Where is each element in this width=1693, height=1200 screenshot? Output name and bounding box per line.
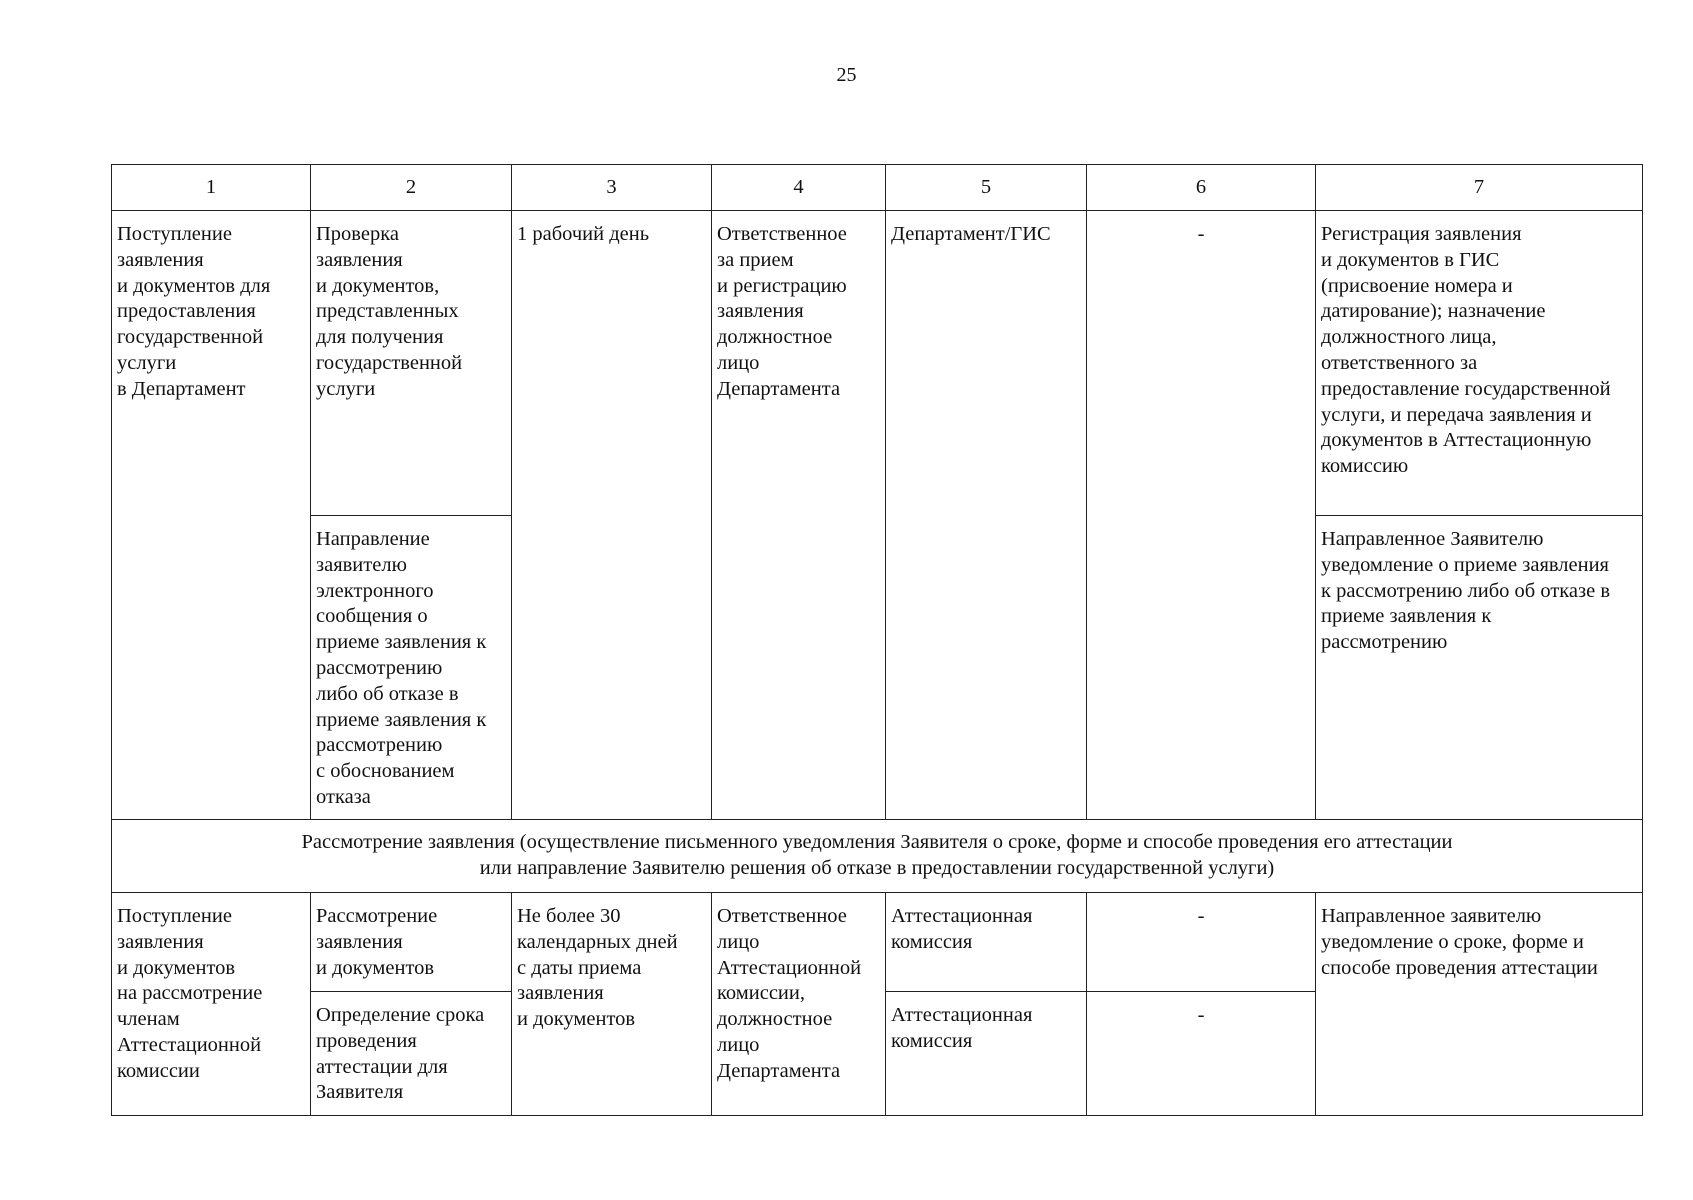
block2-col6-a-cell: - (1087, 893, 1316, 992)
block1-check-cell: Проверка заявления и документов, представленных для получения государственной услуги (311, 211, 512, 516)
header-cell-6: 6 (1087, 165, 1316, 211)
block2-schedule-cell: Определение срока проведения аттестации для Заявителя (311, 992, 512, 1116)
header-cell-7: 7 (1316, 165, 1643, 211)
block2-col6-b-cell: - (1087, 992, 1316, 1116)
table-row (112, 211, 1643, 516)
block1-duration-cell: 1 рабочий день (512, 211, 712, 820)
section-row (112, 820, 1643, 893)
header-cell-3: 3 (512, 165, 712, 211)
block1-place-cell: Департамент/ГИС (886, 211, 1087, 820)
block2-place-a-cell: Аттестационная комиссия (886, 893, 1087, 992)
block2-responsible-cell: Ответственное лицо Аттестационной комиссии, должностное лицо Департамента (712, 893, 886, 1116)
block2-place-b-cell: Аттестационная комиссия (886, 992, 1087, 1116)
page-number: 25 (836, 64, 857, 86)
block2-receipt-cell: Поступление заявления и документов на рассмотрение членам Аттестационной комиссии (112, 893, 311, 1116)
table-row (112, 893, 1643, 992)
block1-notify-cell: Направление заявителю электронного сообщения о приеме заявления к рассмотрению либо об отказе в приеме заявления к рассмотрению с обоснованием отказа (311, 516, 512, 820)
block2-review-cell: Рассмотрение заявления и документов (311, 893, 512, 992)
block1-receipt-cell: Поступление заявления и документов для предоставления государственной услуги в Департамент (112, 211, 311, 820)
block1-responsible-cell: Ответственное за прием и регистрацию заявления должностное лицо Департамента (712, 211, 886, 820)
procedure-table (111, 164, 1643, 1116)
block1-result-a-cell: Регистрация заявления и документов в ГИС (присвоение номера и датирование); назначение должностного лица, ответственного за предоставление государственной услуги, и передача заявления и документов в Аттестационную комиссию (1316, 211, 1643, 516)
block2-duration-cell: Не более 30 календарных дней с даты приема заявления и документов (512, 893, 712, 1116)
header-cell-4: 4 (712, 165, 886, 211)
section-title: Рассмотрение заявления (осуществление письменного уведомления Заявителя о сроке, форме и способе проведения его аттестации или направление Заявителю решения об отказе в предоставлении государственной услуги) (112, 820, 1643, 893)
block1-result-b-cell: Направленное Заявителю уведомление о приеме заявления к рассмотрению либо об отказе в приеме заявления к рассмотрению (1316, 516, 1643, 820)
header-cell-5: 5 (886, 165, 1087, 211)
block2-result-cell: Направленное заявителю уведомление о сроке, форме и способе проведения аттестации (1316, 893, 1643, 1116)
header-cell-2: 2 (311, 165, 512, 211)
header-cell-1: 1 (112, 165, 311, 211)
header-row (112, 165, 1643, 211)
block1-col6-cell: - (1087, 211, 1316, 820)
